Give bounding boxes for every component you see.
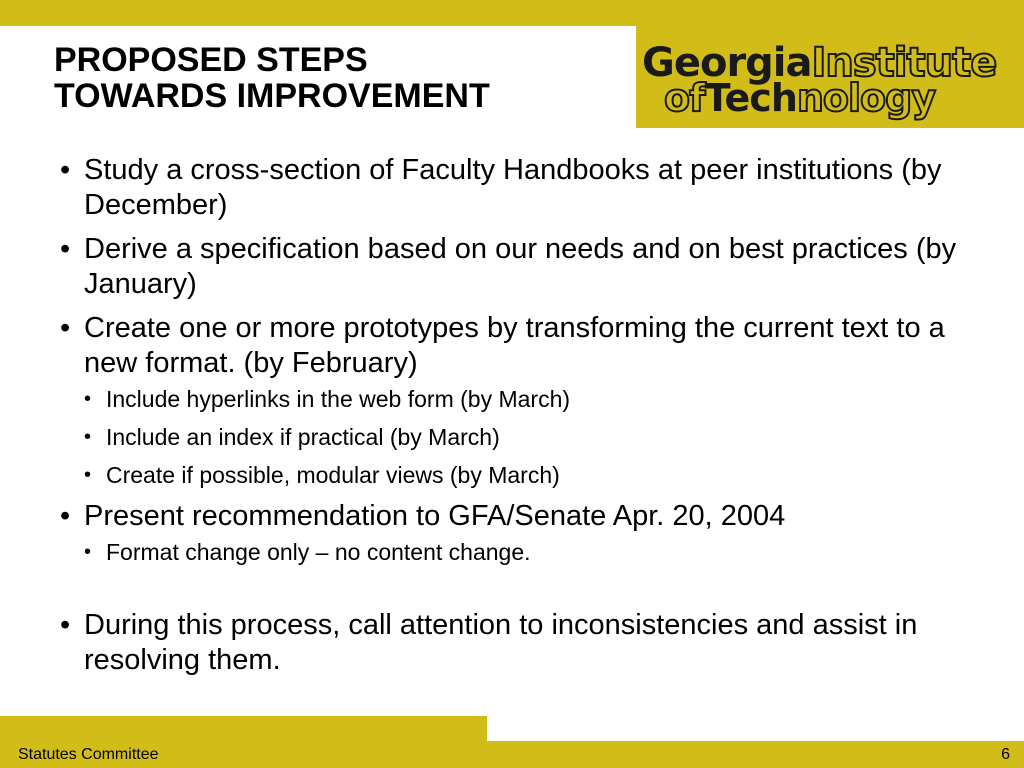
slide-title-line-2: TOWARDS IMPROVEMENT — [54, 77, 490, 115]
bullet-text: Create one or more prototypes by transforming the current text to a new format. (by February) — [84, 312, 945, 379]
bullet-text: Derive a specification based on our needs and on best practices (by January) — [84, 233, 957, 300]
logo-word-institute: Institute — [811, 40, 997, 86]
page-number: 6 — [1001, 746, 1010, 763]
bullet-text: During this process, call attention to inconsistencies and assist in resolving them. — [84, 609, 918, 676]
sub-bullet-text: Include hyperlinks in the web form (by March) — [106, 386, 571, 412]
slide-title — [54, 42, 614, 114]
sub-bullet-icon: • — [84, 464, 92, 486]
bullet-list — [60, 153, 980, 678]
bullet-icon: • — [60, 312, 71, 344]
top-accent-band — [0, 0, 1024, 26]
sub-bullet-item — [84, 423, 980, 451]
sub-bullet-item — [84, 385, 980, 413]
bullet-icon: • — [60, 609, 71, 641]
bottom-accent-band — [0, 716, 487, 744]
bullet-item — [60, 311, 980, 489]
sub-bullet-text: Include an index if practical (by March) — [106, 424, 500, 450]
sub-bullet-icon: • — [84, 388, 92, 410]
bullet-icon: • — [60, 233, 71, 265]
sub-bullet-item — [84, 538, 980, 566]
logo-word-nology: nology — [796, 76, 936, 120]
georgia-tech-logo — [636, 26, 1024, 128]
sub-bullet-text: Format change only – no content change. — [106, 539, 531, 565]
bullet-text: Study a cross-section of Faculty Handbooks at peer institutions (by December) — [84, 154, 942, 221]
bullet-content — [60, 153, 980, 687]
sub-bullet-icon: • — [84, 426, 92, 448]
bullet-item — [60, 499, 980, 566]
bullet-item — [60, 232, 980, 302]
bullet-icon: • — [60, 154, 71, 186]
sub-bullet-list — [84, 385, 980, 489]
sub-bullet-item — [84, 461, 980, 489]
slide-title-line-1: PROPOSED STEPS — [54, 41, 368, 79]
bullet-item — [60, 608, 980, 678]
sub-bullet-icon: • — [84, 541, 92, 563]
bullet-icon: • — [60, 500, 71, 532]
bullet-text: Present recommendation to GFA/Senate Apr. 20, 2004 — [84, 500, 786, 532]
footer-label: Statutes Committee — [18, 746, 159, 763]
logo-line-2 — [664, 76, 935, 120]
sub-bullet-text: Create if possible, modular views (by March) — [106, 462, 560, 488]
logo-word-georgia: Georgia — [642, 40, 812, 86]
sub-bullet-list — [84, 538, 980, 566]
bullet-item — [60, 153, 980, 223]
logo-word-of: of — [664, 76, 705, 120]
logo-word-tech: Tech — [704, 76, 797, 120]
